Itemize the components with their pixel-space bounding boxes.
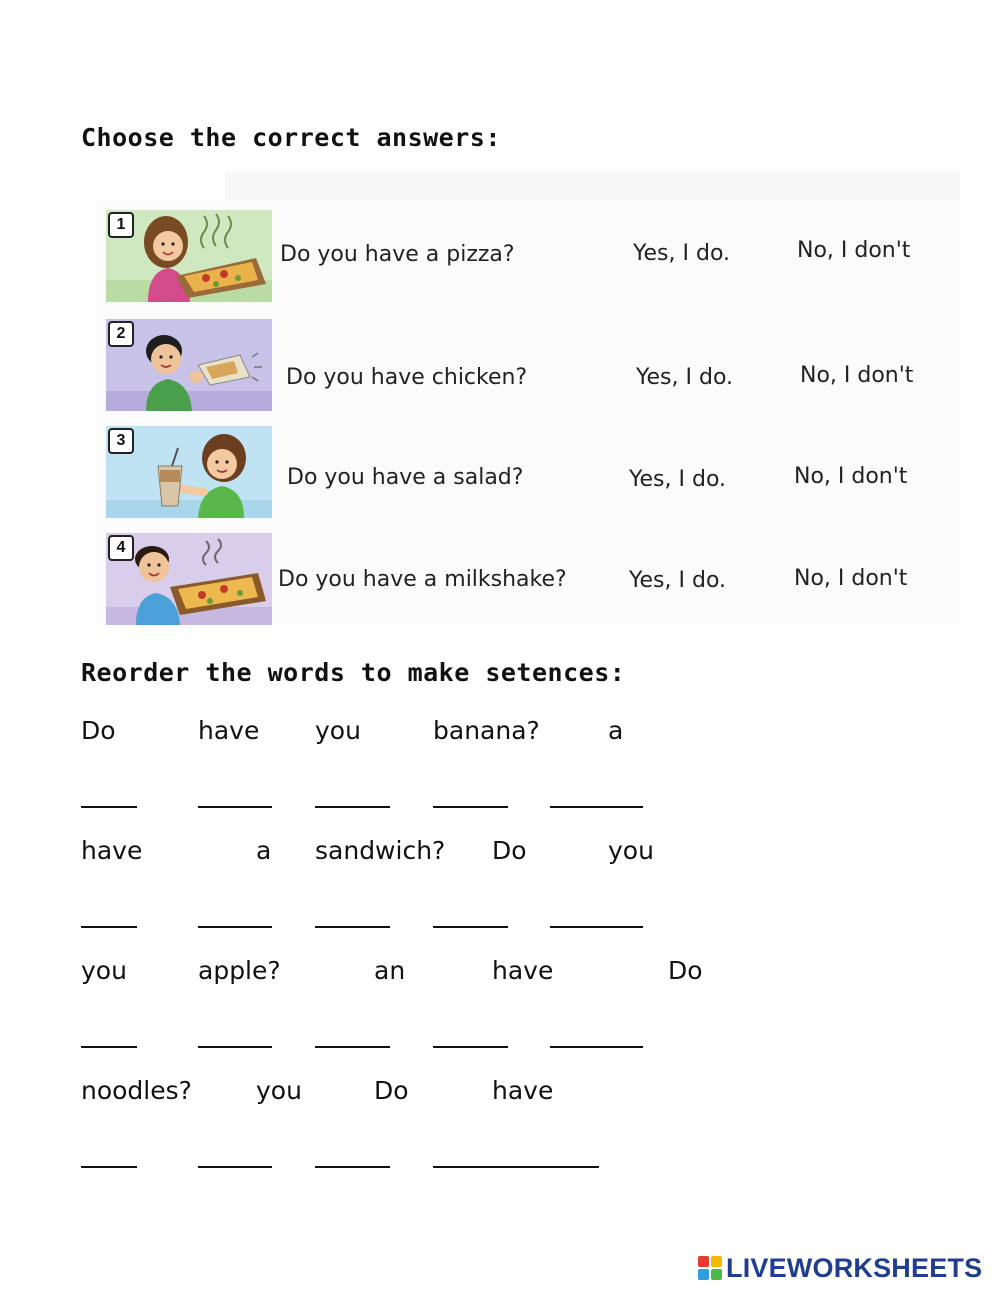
row-2-word: Do xyxy=(492,836,527,865)
row-3-word: have xyxy=(492,956,554,985)
row-2-word: a xyxy=(256,836,272,865)
row-3-word: apple? xyxy=(198,956,281,985)
pizza-girl-picture xyxy=(106,210,272,302)
row-3-answer-blank[interactable] xyxy=(198,1046,272,1048)
row-4-word: have xyxy=(492,1076,554,1105)
liveworksheets-logo-text: LIVEWORKSHEETS xyxy=(726,1252,983,1283)
row-2-answer-blank[interactable] xyxy=(81,926,137,928)
row-1-word: banana? xyxy=(433,716,540,745)
row-2-word: you xyxy=(608,836,654,865)
choose-answers-heading: Choose the correct answers: xyxy=(81,123,501,152)
row-1-answer-blank[interactable] xyxy=(198,806,272,808)
row-1-answer-blank[interactable] xyxy=(550,806,643,808)
panel-shade xyxy=(225,172,960,202)
row-1-answer-blank[interactable] xyxy=(81,806,137,808)
question-3-yes-option[interactable]: Yes, I do. xyxy=(629,467,727,492)
pizza-boy-picture xyxy=(106,533,272,625)
question-number-1: 1 xyxy=(108,212,134,238)
chicken-boy-picture xyxy=(106,319,272,411)
row-3-answer-blank[interactable] xyxy=(315,1046,390,1048)
row-2-answer-blank[interactable] xyxy=(198,926,272,928)
question-2-yes-option[interactable]: Yes, I do. xyxy=(636,365,734,390)
question-number-2: 2 xyxy=(108,321,134,347)
row-2-answer-blank[interactable] xyxy=(315,926,390,928)
question-1-no-option[interactable]: No, I don't xyxy=(797,238,911,263)
question-number-3: 3 xyxy=(108,428,134,454)
row-4-answer-blank[interactable] xyxy=(315,1166,390,1168)
row-3-answer-blank[interactable] xyxy=(433,1046,508,1048)
row-2-word: sandwich? xyxy=(315,836,446,865)
liveworksheets-logo xyxy=(698,1251,982,1285)
question-4-no-option[interactable]: No, I don't xyxy=(794,566,908,591)
row-1-answer-blank[interactable] xyxy=(315,806,390,808)
row-3-word: an xyxy=(374,956,406,985)
row-1-word: you xyxy=(315,716,361,745)
question-4-yes-option[interactable]: Yes, I do. xyxy=(629,568,727,593)
question-4-text: Do you have a milkshake? xyxy=(278,567,567,592)
row-3-answer-blank[interactable] xyxy=(81,1046,137,1048)
row-4-word: Do xyxy=(374,1076,409,1105)
question-1-yes-option[interactable]: Yes, I do. xyxy=(633,241,731,266)
row-1-word: Do xyxy=(81,716,116,745)
liveworksheets-logo-icon xyxy=(698,1256,722,1280)
row-1-word: have xyxy=(198,716,260,745)
row-3-word: Do xyxy=(668,956,703,985)
row-3-answer-blank[interactable] xyxy=(550,1046,643,1048)
row-4-word: you xyxy=(256,1076,302,1105)
question-number-4: 4 xyxy=(108,535,134,561)
row-4-answer-blank[interactable] xyxy=(81,1166,137,1168)
row-1-answer-blank[interactable] xyxy=(433,806,508,808)
row-1-word: a xyxy=(608,716,624,745)
question-2-no-option[interactable]: No, I don't xyxy=(800,363,914,388)
question-3-text: Do you have a salad? xyxy=(287,465,524,490)
row-3-word: you xyxy=(81,956,127,985)
row-2-word: have xyxy=(81,836,143,865)
row-4-answer-blank[interactable] xyxy=(198,1166,272,1168)
row-2-answer-blank[interactable] xyxy=(433,926,508,928)
row-4-answer-blank[interactable] xyxy=(433,1166,599,1168)
question-2-text: Do you have chicken? xyxy=(286,365,528,390)
drink-girl-picture xyxy=(106,426,272,518)
row-2-answer-blank[interactable] xyxy=(550,926,643,928)
reorder-words-heading: Reorder the words to make setences: xyxy=(81,658,626,687)
row-4-word: noodles? xyxy=(81,1076,192,1105)
question-1-text: Do you have a pizza? xyxy=(280,242,515,267)
question-3-no-option[interactable]: No, I don't xyxy=(794,464,908,489)
